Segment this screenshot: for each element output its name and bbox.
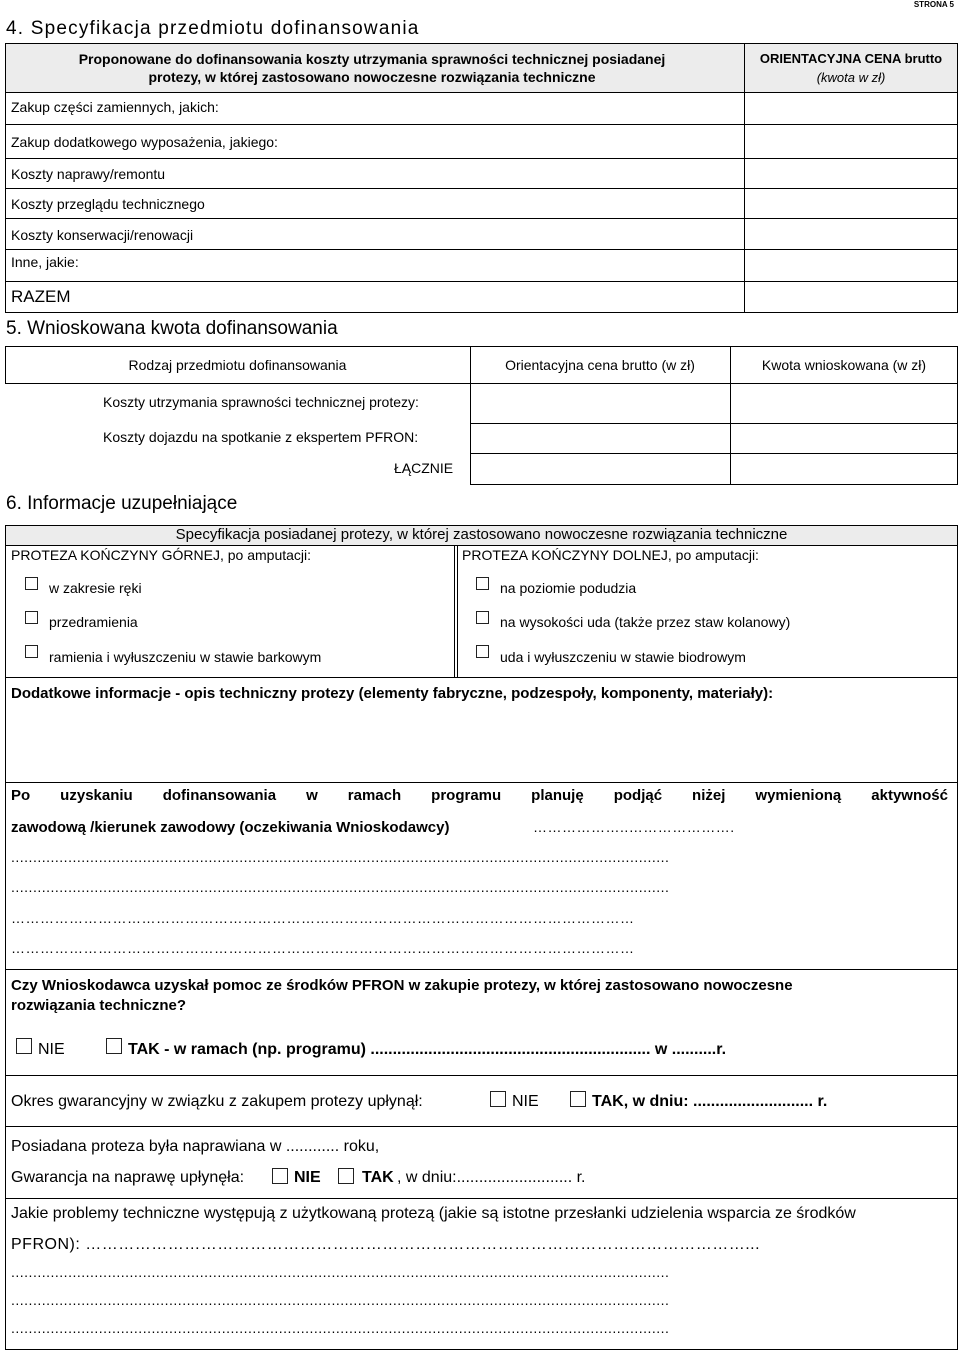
checkbox-pfron-no[interactable] <box>16 1038 32 1054</box>
problems-question-1: Jakie problemy techniczne występują z użytkowaną protezą (jakie są istotne przesłanki udzielenia wsparcia ze środków <box>11 1205 856 1222</box>
pfron-question-2: rozwiązania techniczne? <box>11 997 187 1014</box>
pfron-question-1: Czy Wnioskodawca uzyskał pomoc ze środków PFRON w zakupie protezy, w której zastosowano nowoczesne <box>11 977 793 994</box>
checkbox-warranty-yes[interactable] <box>570 1091 586 1107</box>
warranty-question: Okres gwarancyjny w związku z zakupem protezy upłynął: <box>11 1093 423 1110</box>
checkbox-arm-shoulder[interactable] <box>25 645 38 658</box>
row-additional-equipment: Zakup dodatkowego wyposażenia, jakiego: <box>11 134 278 150</box>
repair-year-line: Posiadana proteza była naprawiana w ............ roku, <box>11 1138 380 1155</box>
warranty-yes-label: TAK, w dniu: ........................... r. <box>592 1093 828 1110</box>
checkbox-forearm[interactable] <box>25 611 38 624</box>
row-maintenance-costs: Koszty konserwacji/renowacji <box>11 227 194 243</box>
plan-dots-line-4[interactable]: ………………………………………………………………………………………………………………… <box>11 940 635 956</box>
row-spare-parts: Zakup części zamiennych, jakich: <box>11 99 219 115</box>
additional-info-label: Dodatkowe informacje - opis techniczny protezy (elementy fabryczne, podzespoły, komponenty, materiały): <box>11 685 774 702</box>
repair-warranty-label: Gwarancja na naprawę upłynęła: <box>11 1169 245 1186</box>
checkbox-hand[interactable] <box>25 577 38 590</box>
problems-dots-line-3[interactable]: ...................................................................................................................................................... <box>11 1320 670 1336</box>
checkbox-repair-no[interactable] <box>272 1168 288 1184</box>
spec-header: Specyfikacja posiadanej protezy, w której zastosowano nowoczesne rozwiązania techniczne <box>175 526 788 543</box>
section-6-title: 6. Informacje uzupełniające <box>6 493 238 514</box>
pfron-yes-label: TAK - w ramach (np. programu) ............................................................... w ..........r. <box>128 1041 727 1058</box>
row-repair-costs: Koszty naprawy/remontu <box>11 166 166 182</box>
row-other: Inne, jakie: <box>11 254 79 270</box>
row-inspection-costs: Koszty przeglądu technicznego <box>11 196 205 212</box>
plan-dots[interactable]: ………………..…………………. <box>533 819 735 835</box>
total-label-5: ŁĄCZNIE <box>394 460 454 476</box>
option-hand: w zakresie ręki <box>49 580 142 596</box>
price-subheader: (kwota w zł) <box>816 70 886 85</box>
row-maintenance-protesis: Koszty utrzymania sprawności technicznej protezy: <box>103 394 419 410</box>
pfron-no-label: NIE <box>38 1041 65 1058</box>
warranty-no-label: NIE <box>512 1093 539 1110</box>
checkbox-lower-leg[interactable] <box>476 577 489 590</box>
page-number-label: STRONA 5 <box>913 0 954 9</box>
section-5-title: 5. Wnioskowana kwota dofinansowania <box>6 318 338 339</box>
plan-line-2: zawodową /kierunek zawodowy (oczekiwania Wnioskodawcy) <box>11 819 450 836</box>
price-header: ORIENTACYJNA CENA brutto <box>759 51 943 66</box>
total-label: RAZEM <box>11 287 71 306</box>
option-lower-leg: na poziomie podudzia <box>500 580 637 596</box>
repair-date-line: , w dniu:.......................... r. <box>397 1169 586 1186</box>
problems-dots-line-2[interactable]: ...................................................................................................................................................... <box>11 1292 670 1308</box>
option-thigh-hip: uda i wyłuszczeniu w stawie biodrowym <box>500 649 746 665</box>
checkbox-repair-yes[interactable] <box>338 1168 354 1184</box>
cost-header-line-1: Proponowane do dofinansowania koszty utrzymania sprawności technicznej posiadanej <box>78 51 666 67</box>
upper-limb-header: PROTEZA KOŃCZYNY GÓRNEJ, po amputacji: <box>11 547 312 563</box>
plan-dots-line-1[interactable]: ...................................................................................................................................................... <box>11 849 670 865</box>
section-4-title: 4. Specyfikacja przedmiotu dofinansowania <box>6 18 420 39</box>
option-forearm: przedramienia <box>49 614 138 630</box>
repair-yes-label: TAK <box>362 1169 394 1186</box>
option-thigh: na wysokości uda (także przez staw kolanowy) <box>500 614 791 630</box>
checkbox-pfron-yes[interactable] <box>106 1038 122 1054</box>
col-requested-amount: Kwota wnioskowana (w zł) <box>761 357 927 373</box>
lower-limb-header: PROTEZA KOŃCZYNY DOLNEJ, po amputacji: <box>462 547 759 563</box>
col-price: Orientacyjna cena brutto (w zł) <box>505 357 695 373</box>
checkbox-warranty-no[interactable] <box>490 1091 506 1107</box>
repair-no-label: NIE <box>294 1169 321 1186</box>
problems-dots-line-1[interactable]: ...................................................................................................................................................... <box>11 1264 670 1280</box>
plan-line-1: Po uzyskaniu dofinansowania w ramach programu planuję podjąć niżej wymienioną aktywność <box>11 787 948 804</box>
checkbox-thigh[interactable] <box>476 611 489 624</box>
row-travel-costs: Koszty dojazdu na spotkanie z ekspertem PFRON: <box>103 429 419 445</box>
plan-dots-line-2[interactable]: ...................................................................................................................................................... <box>11 879 670 895</box>
col-item-type: Rodzaj przedmiotu dofinansowania <box>128 357 347 373</box>
option-arm-shoulder: ramienia i wyłuszczeniu w stawie barkowym <box>49 649 322 665</box>
cost-header-line-2: protezy, w której zastosowano nowoczesne rozwiązania techniczne <box>148 69 596 85</box>
plan-dots-line-3[interactable]: ………………………………………………………………………………………………………………… <box>11 910 635 926</box>
problems-question-2[interactable]: PFRON): …………………………………………………………………………………………………………... <box>11 1236 761 1253</box>
checkbox-thigh-hip[interactable] <box>476 645 489 658</box>
